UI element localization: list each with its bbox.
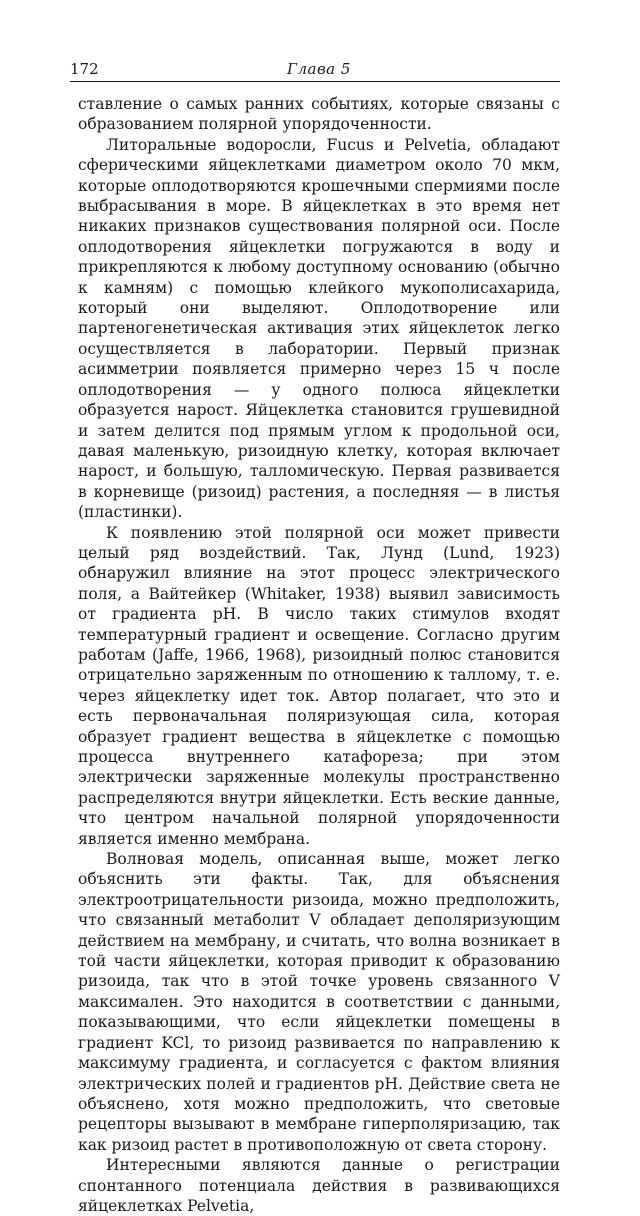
paragraph: ставление о самых ранних событиях, которые связаны с образованием полярной упорядоченности. <box>78 95 560 134</box>
paragraph: Интересными являются данные о регистрации спонтанного потенциала действия в развивающихся яйцеклетках Pelvetia, <box>78 1156 560 1215</box>
paragraph: К появлению этой полярной оси может привести целый ряд воздействий. Так, Лунд (Lund, 1923) обнаружил влияние на этот процесс электрического поля, а Вайтейкер (Whitaker, 1938) выявил зависимость от градиента pH. В число таких стимулов входят температурный градиент и освещение. Согласно другим работам (Jaffe, 1966, 1968), ризоидный полюс становится отрицательно заряженным по отношению к таллому, т. е. через яйцеклетку идет ток. Автор полагает, что это и есть первоначальная поляризующая сила, которая образует градиент вещества в яйцеклетке с помощью процесса внутреннего катафореза; при этом электрически заряженные молекулы пространственно распределяются внутри яйцеклетки. Есть веские данные, что центром начальной полярной упорядоченности является именно мембрана. <box>78 523 560 848</box>
book-page <box>70 56 560 1216</box>
paragraph: Волновая модель, описанная выше, может легко объяснить эти факты. Так, для объяснения электроотрицательности ризоида, можно предположить, что связанный метаболит V обладает деполяризующим действием на мембрану, и считать, что волна возникает в той части яйцеклетки, которая приводит к образованию ризоида, так что в этой точке уровень связанного V максимален. Это находится в соответствии с данными, показывающими, что если яйцеклетки помещены в градиент KCl, то ризоид развивается по направлению к максимуму градиента, и согласуется с фактом влияния электрических полей и градиентов pH. Действие света не объяснено, хотя можно предположить, что световые рецепторы вызывают в мембране гиперполяризацию, так как ризоид растет в противоположную от света сторону. <box>78 850 560 1154</box>
body-text <box>78 94 560 1216</box>
page-number: 172 <box>70 60 99 78</box>
running-head <box>70 56 560 82</box>
header-rule <box>70 81 560 82</box>
paragraph: Литоральные водоросли, Fucus и Pelvetia, обладают сферическими яйцеклетками диаметром около 70 мкм, которые оплодотворяются крошечными спермиями после выбрасывания в море. В яйцеклетках в это время нет никаких признаков существования полярной оси. После оплодотворения яйцеклетки погружаются в воду и прикрепляются к любому доступному основанию (обычно к камням) с помощью клейкого мукополисахарида, который они выделяют. Оплодотворение или партеногенетическая активация этих яйцеклеток легко осуществляется в лаборатории. Первый признак асимметрии появляется примерно через 15 ч после оплодотворения — у одного полюса яйцеклетки образуется нарост. Яйцеклетка становится грушевидной и затем делится под прямым углом к продольной оси, давая маленькую, ризоидную клетку, которая включает нарост, и большую, талломическую. Первая развивается в корневище (ризоид) растения, а последняя — в листья (пластинки). <box>78 135 560 522</box>
chapter-title: Глава 5 <box>287 60 351 78</box>
